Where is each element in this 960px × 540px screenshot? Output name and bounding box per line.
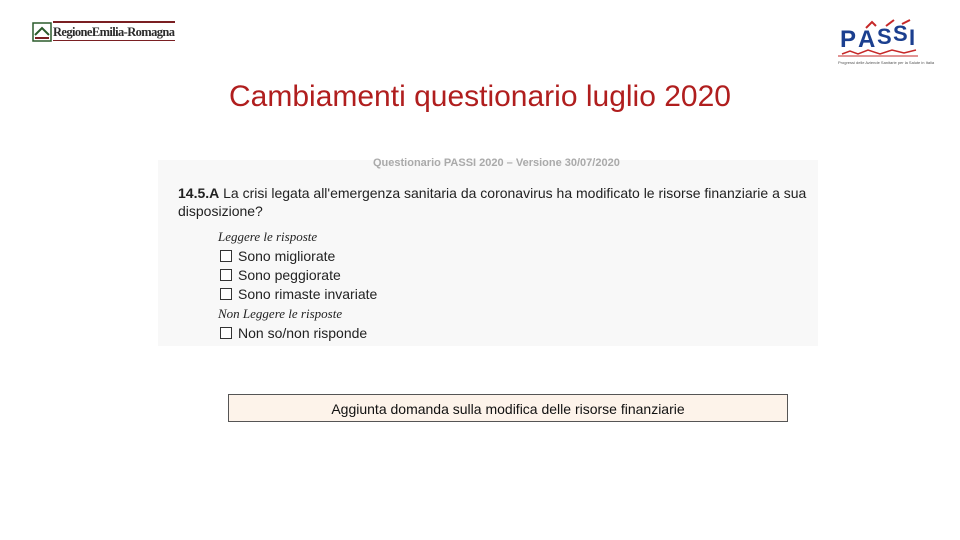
question-body: La crisi legata all'emergenza sanitaria da coronavirus ha modificato le risorse finanziarie a sua disposizione?: [178, 185, 807, 219]
svg-text:A: A: [858, 26, 876, 53]
svg-text:I: I: [909, 25, 916, 50]
option-label: Sono migliorate: [238, 248, 336, 264]
svg-text:S: S: [877, 24, 892, 49]
slide-title: Cambiamenti questionario luglio 2020: [229, 80, 731, 114]
questionnaire-excerpt: [158, 157, 818, 346]
questionnaire-faded-header: Questionario PASSI 2020 – Versione 30/07/2020: [373, 157, 620, 169]
checkbox-icon: [220, 288, 232, 300]
svg-text:P: P: [840, 26, 857, 53]
region-emblem-icon: [33, 23, 51, 41]
option-label: Sono rimaste invariate: [238, 286, 378, 302]
region-logo-text: RegioneEmilia-Romagna: [53, 25, 175, 39]
option-label: Sono peggiorate: [238, 267, 341, 283]
regione-emilia-romagna-logo: [33, 20, 178, 46]
passi-logo: [828, 20, 935, 68]
option-item: [220, 285, 377, 303]
option-item: [220, 247, 335, 265]
logo-top-rule: [53, 21, 175, 23]
question-number: 14.5.A: [178, 185, 220, 201]
option-item: [220, 266, 341, 284]
option-label: Non so/non risponde: [238, 325, 368, 341]
option-item: [220, 324, 367, 342]
passi-logo-subtext: Progressi delle Aziende Sanitarie per la Salute in Italia: [838, 60, 935, 65]
question-text: [178, 184, 818, 220]
instruction-read: Leggere le risposte: [218, 229, 318, 244]
checkbox-icon: [220, 269, 232, 281]
checkbox-icon: [220, 250, 232, 262]
note-box: Aggiunta domanda sulla modifica delle risorse finanziarie: [228, 394, 788, 422]
passi-graphic-icon: [828, 20, 924, 64]
logo-bottom-rule: [53, 40, 175, 41]
checkbox-icon: [220, 327, 232, 339]
svg-text:S: S: [893, 21, 908, 46]
instruction-no-read: Non Leggere le risposte: [218, 306, 343, 321]
